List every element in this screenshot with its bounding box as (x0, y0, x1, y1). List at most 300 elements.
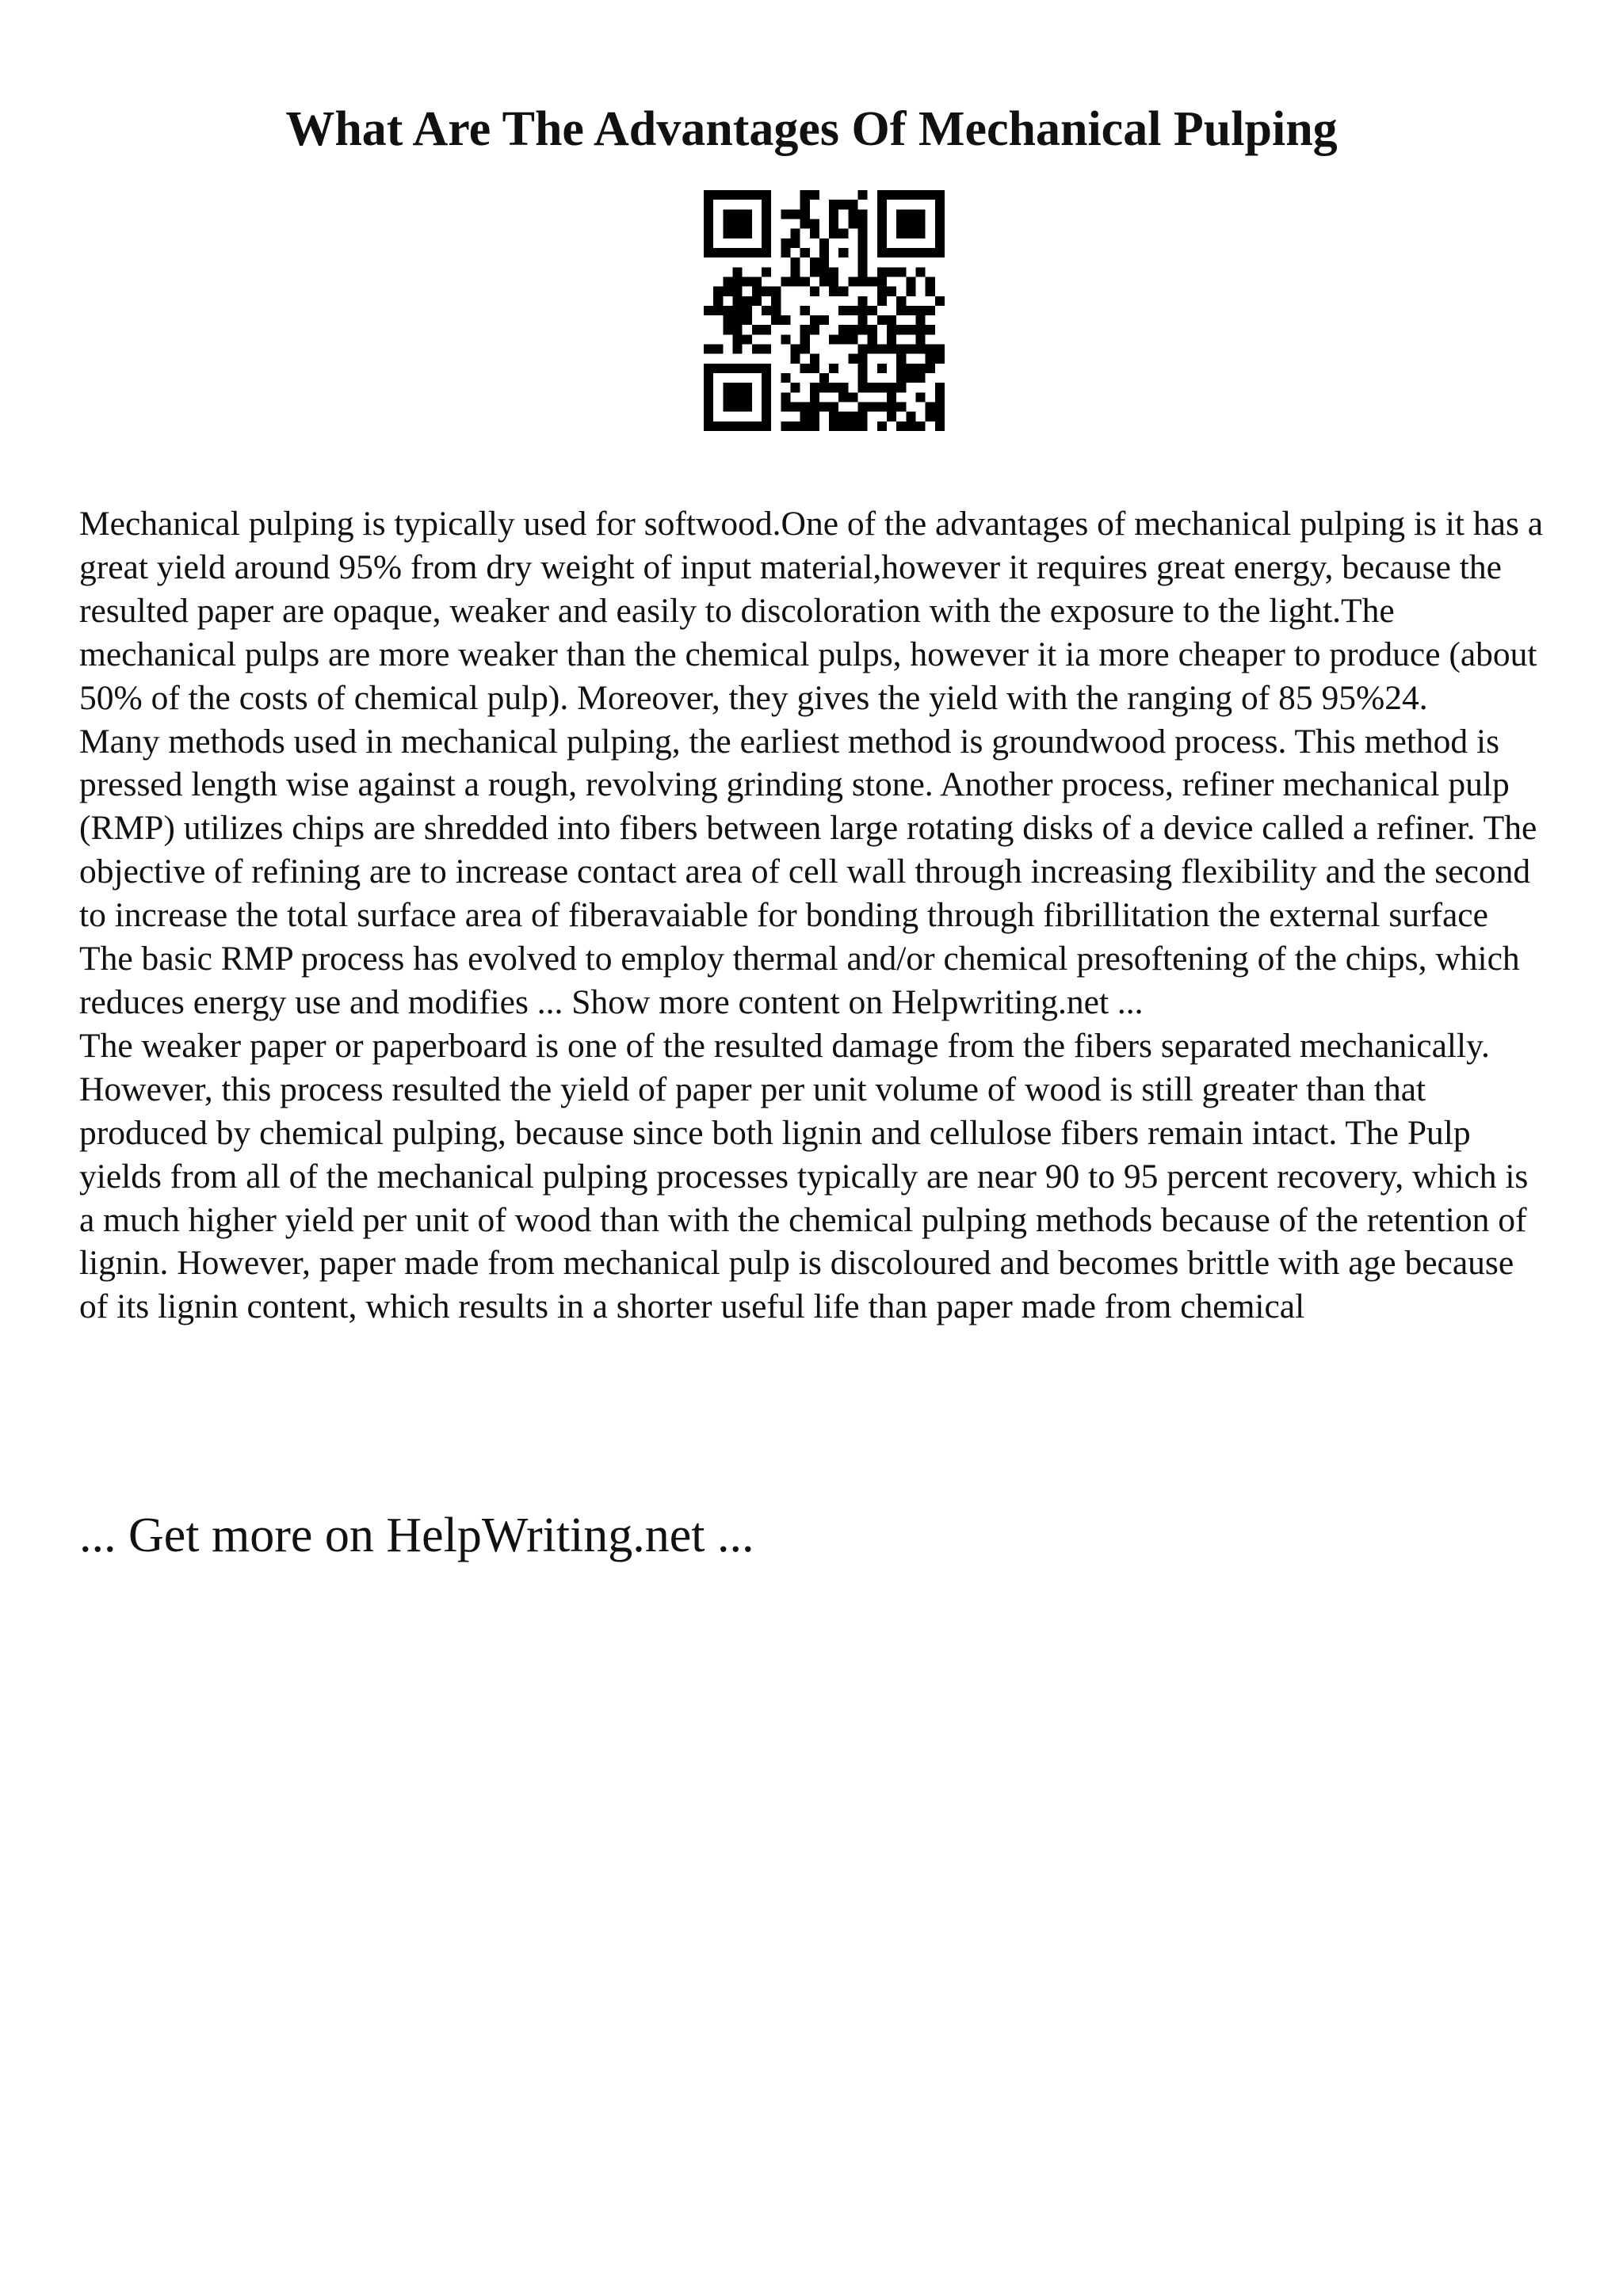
qr-module (829, 267, 838, 277)
qr-module (762, 267, 771, 277)
qr-module (916, 229, 926, 238)
qr-module (926, 325, 935, 334)
qr-module (762, 200, 771, 209)
qr-module (732, 364, 742, 373)
qr-module (848, 421, 857, 431)
qr-module (935, 190, 945, 200)
qr-module (887, 325, 896, 334)
qr-module (896, 306, 906, 315)
qr-module (723, 277, 732, 286)
qr-module (800, 364, 810, 373)
qr-module (858, 325, 868, 334)
qr-module (713, 306, 723, 315)
qr-module (916, 334, 926, 344)
qr-module (896, 373, 906, 383)
qr-module (800, 345, 810, 354)
qr-module (723, 287, 732, 296)
qr-module (829, 219, 838, 228)
qr-module (762, 248, 771, 257)
qr-module (848, 306, 857, 315)
qr-module (704, 412, 713, 421)
qr-module (723, 421, 732, 431)
paragraph: Mechanical pulping is typically used for softwood.One of the advantages of mechanical pulping is it has a great yield around 95% from dry weight of input material,however it requires great energy, because the resulted paper are opaque, weaker and easily to discoloration with the exposure to the light.The mechanical pulps are more weaker than the chemical pulps, however it ia more cheaper to produce (about 50% of the costs of chemical pulp). Moreover, they gives the yield with the ranging of 85 95%24. (79, 505, 1544, 717)
qr-module (743, 421, 752, 431)
qr-module (916, 219, 926, 228)
qr-module (896, 248, 906, 257)
qr-module (848, 334, 857, 344)
qr-module (916, 190, 926, 200)
qr-module (743, 402, 752, 412)
qr-module (858, 257, 868, 267)
qr-module (732, 296, 742, 306)
qr-module (723, 392, 732, 402)
qr-module (790, 383, 800, 392)
qr-module (800, 421, 810, 431)
qr-module (906, 248, 915, 257)
qr-module (800, 306, 810, 315)
qr-module (935, 209, 945, 219)
qr-module (838, 287, 848, 296)
qr-module (896, 209, 906, 219)
qr-module (906, 412, 915, 421)
qr-module (877, 421, 887, 431)
qr-module (848, 325, 857, 334)
qr-module (858, 354, 868, 364)
qr-module (752, 421, 762, 431)
qr-module (848, 200, 857, 209)
qr-module (790, 257, 800, 267)
qr-module (819, 277, 829, 286)
qr-module (838, 229, 848, 238)
qr-module (800, 277, 810, 286)
qr-module (906, 345, 915, 354)
qr-module (926, 190, 935, 200)
qr-module (732, 325, 742, 334)
qr-module (838, 334, 848, 344)
qr-module (752, 248, 762, 257)
qr-module (781, 392, 790, 402)
qr-module (848, 392, 857, 402)
qr-module (829, 200, 838, 209)
qr-module (704, 364, 713, 373)
qr-module (935, 229, 945, 238)
qr-module (829, 402, 838, 412)
qr-module (790, 354, 800, 364)
qr-module (819, 238, 829, 248)
qr-module (704, 421, 713, 431)
qr-module (858, 209, 868, 219)
qr-module (743, 229, 752, 238)
qr-module (887, 315, 896, 325)
qr-module (916, 306, 926, 315)
qr-module (935, 392, 945, 402)
qr-module (732, 277, 742, 286)
qr-module (704, 238, 713, 248)
qr-module (819, 248, 829, 257)
qr-module (877, 315, 887, 325)
qr-module (732, 267, 742, 277)
qr-module (743, 277, 752, 286)
qr-module (935, 219, 945, 228)
qr-module (916, 373, 926, 383)
qr-module (906, 209, 915, 219)
qr-module (819, 373, 829, 383)
qr-module (781, 277, 790, 286)
qr-module (916, 345, 926, 354)
qr-module (877, 200, 887, 209)
qr-module (800, 412, 810, 421)
qr-module (790, 229, 800, 238)
qr-module (762, 325, 771, 334)
qr-module (819, 257, 829, 267)
qr-module (829, 334, 838, 344)
qr-module (723, 209, 732, 219)
qr-module (916, 421, 926, 431)
qr-module (916, 209, 926, 219)
qr-module (790, 421, 800, 431)
qr-module (732, 421, 742, 431)
qr-module (926, 402, 935, 412)
qr-module (723, 219, 732, 228)
qr-module (771, 306, 781, 315)
qr-module (896, 354, 906, 364)
qr-module (743, 383, 752, 392)
qr-module (887, 334, 896, 344)
paragraph: The weaker paper or paperboard is one of the resulted damage from the fibers separated mechanically. However, this process resulted the yield of paper per unit volume of wood is still greater than that produced by chemical pulping, because since both lignin and cellulose fibers remain intact. The Pulp yields from all of the mechanical pulping processes typically are near 90 to 95 percent recovery, which is a much higher yield per unit of wood than with the chemical pulping methods because of the retention of lignin. However, paper made from mechanical pulp is discoloured and becomes brittle with age because of its lignin content, which results in a shorter useful life than paper made from chemical (79, 1026, 1529, 1326)
qr-module (906, 325, 915, 334)
qr-module (935, 412, 945, 421)
qr-module (781, 421, 790, 431)
qr-module (896, 296, 906, 306)
qr-module (935, 200, 945, 209)
qr-module (877, 190, 887, 200)
qr-module (858, 229, 868, 238)
qr-module (713, 248, 723, 257)
qr-module (743, 209, 752, 219)
qr-module (781, 238, 790, 248)
qr-module (896, 345, 906, 354)
qr-module (810, 421, 819, 431)
qr-module (771, 296, 781, 306)
qr-module (762, 190, 771, 200)
qr-module (810, 392, 819, 402)
qr-module (848, 354, 857, 364)
qr-module (916, 248, 926, 257)
qr-module (858, 373, 868, 383)
qr-module (829, 383, 838, 392)
qr-module (887, 392, 896, 402)
qr-module (713, 345, 723, 354)
qr-module (906, 306, 915, 315)
qr-module (781, 373, 790, 383)
qr-module (713, 287, 723, 296)
qr-module (868, 334, 877, 344)
qr-module (838, 200, 848, 209)
qr-module (732, 334, 742, 344)
qr-module (781, 248, 790, 257)
qr-module (906, 219, 915, 228)
qr-module (829, 209, 838, 219)
qr-module (829, 364, 838, 373)
qr-module (800, 325, 810, 334)
qr-module (858, 219, 868, 228)
qr-module (926, 354, 935, 364)
paragraph: Many methods used in mechanical pulping, the earliest method is groundwood process. This method is pressed length wise against a rough, revolving grinding stone. Another process, refiner mechanical pulp (RMP) utilizes chips are shredded into fibers between large rotating disks of a device called a refiner. The objective of refining are to increase contact area of cell wall through increasing flexibility and the second to increase the total surface area of fiberavaiable for bonding through fibrillitation the external surface (79, 722, 1537, 935)
qr-module (713, 296, 723, 306)
qr-module (906, 277, 915, 286)
qr-module (829, 229, 838, 238)
qr-module (819, 267, 829, 277)
qr-module (743, 364, 752, 373)
qr-module (906, 287, 915, 296)
qr-module (810, 219, 819, 228)
qr-module (810, 287, 819, 296)
qr-module (868, 325, 877, 334)
qr-module (810, 354, 819, 364)
qr-module (858, 190, 868, 200)
qr-module (896, 219, 906, 228)
qr-module (732, 402, 742, 412)
qr-module (810, 412, 819, 421)
qr-module (790, 402, 800, 412)
qr-module (704, 229, 713, 238)
qr-module (838, 306, 848, 315)
qr-module (877, 219, 887, 228)
qr-module (877, 209, 887, 219)
qr-module (743, 219, 752, 228)
qr-module (935, 421, 945, 431)
qr-module (848, 277, 857, 286)
qr-module (752, 325, 762, 334)
qr-module (838, 325, 848, 334)
qr-module (743, 306, 752, 315)
qr-module (877, 383, 887, 392)
qr-module (868, 306, 877, 315)
qr-module (926, 277, 935, 286)
qr-module (732, 219, 742, 228)
qr-module (743, 315, 752, 325)
qr-module (858, 315, 868, 325)
qr-module (916, 364, 926, 373)
qr-module (704, 392, 713, 402)
qr-module (810, 190, 819, 200)
qr-module (723, 190, 732, 200)
qr-module (800, 248, 810, 257)
qr-module (887, 412, 896, 421)
qr-module (868, 383, 877, 392)
qr-module (762, 345, 771, 354)
qr-module (916, 392, 926, 402)
qr-module (762, 229, 771, 238)
paragraph: The basic RMP process has evolved to employ thermal and/or chemical presoftening of the chips, which reduces energy use and modifies ... Show more content on Helpwriting.net ... (79, 940, 1520, 1021)
qr-module (704, 190, 713, 200)
qr-module (838, 392, 848, 402)
qr-module (723, 306, 732, 315)
qr-module (810, 315, 819, 325)
qr-module (810, 383, 819, 392)
qr-module (906, 190, 915, 200)
qr-module (906, 229, 915, 238)
qr-module (732, 315, 742, 325)
qr-module (887, 190, 896, 200)
qr-module (926, 306, 935, 315)
qr-module (810, 229, 819, 238)
qr-module (732, 248, 742, 257)
qr-module (723, 325, 732, 334)
qr-module (781, 209, 790, 219)
qr-module (916, 267, 926, 277)
qr-module (916, 315, 926, 325)
qr-module (743, 334, 752, 344)
qr-module (704, 345, 713, 354)
qr-module (723, 383, 732, 392)
qr-module (868, 402, 877, 412)
qr-module (877, 277, 887, 286)
qr-module (926, 412, 935, 421)
qr-module (743, 190, 752, 200)
get-more-link[interactable]: ... Get more on HelpWriting.net ... (79, 1508, 754, 1562)
qr-module (713, 364, 723, 373)
qr-module (800, 402, 810, 412)
qr-module (790, 267, 800, 277)
qr-module (858, 402, 868, 412)
qr-module (762, 392, 771, 402)
qr-module (723, 364, 732, 373)
qr-module (838, 383, 848, 392)
qr-module (868, 277, 877, 286)
qr-module (800, 190, 810, 200)
qr-module (762, 421, 771, 431)
qr-module (781, 334, 790, 344)
qr-module (829, 287, 838, 296)
qr-module (858, 364, 868, 373)
qr-module (838, 421, 848, 431)
qr-module (887, 402, 896, 412)
qr-module (732, 190, 742, 200)
qr-module (887, 345, 896, 354)
qr-module (858, 421, 868, 431)
qr-module (732, 306, 742, 315)
qr-module (752, 277, 762, 286)
qr-module (906, 364, 915, 373)
qr-module (752, 287, 762, 296)
qr-module (848, 412, 857, 421)
qr-module (877, 364, 887, 373)
qr-module (926, 248, 935, 257)
qr-module (752, 190, 762, 200)
qr-module (935, 402, 945, 412)
qr-module (781, 402, 790, 412)
qr-module (829, 277, 838, 286)
qr-module (752, 364, 762, 373)
page-title: What Are The Advantages Of Mechanical Pulping (285, 102, 1338, 156)
qr-module (829, 421, 838, 431)
qr-module (704, 248, 713, 257)
qr-module (743, 296, 752, 306)
qr-module (800, 334, 810, 344)
qr-module (887, 267, 896, 277)
article-body (79, 502, 1544, 1329)
qr-module (704, 200, 713, 209)
qr-module (790, 345, 800, 354)
qr-module (858, 306, 868, 315)
qr-code-icon[interactable] (704, 190, 945, 431)
qr-module (732, 383, 742, 392)
qr-module (732, 229, 742, 238)
qr-module (704, 219, 713, 228)
qr-module (838, 412, 848, 421)
qr-module (887, 248, 896, 257)
qr-module (713, 421, 723, 431)
qr-module (935, 383, 945, 392)
qr-module (935, 248, 945, 257)
qr-module (906, 421, 915, 431)
qr-module (896, 383, 906, 392)
qr-module (800, 200, 810, 209)
qr-module (858, 248, 868, 257)
qr-module (762, 383, 771, 392)
qr-module (935, 354, 945, 364)
qr-module (926, 345, 935, 354)
qr-module (762, 238, 771, 248)
qr-module (752, 345, 762, 354)
qr-module (896, 364, 906, 373)
qr-module (704, 402, 713, 412)
qr-module (810, 257, 819, 267)
qr-module (877, 267, 887, 277)
qr-module (887, 383, 896, 392)
qr-module (762, 287, 771, 296)
qr-module (723, 248, 732, 257)
qr-module (800, 209, 810, 219)
qr-module (732, 287, 742, 296)
qr-module (790, 209, 800, 219)
qr-module (858, 277, 868, 286)
qr-module (906, 373, 915, 383)
qr-module (810, 267, 819, 277)
qr-module (926, 364, 935, 373)
qr-module (723, 229, 732, 238)
qr-module (704, 373, 713, 383)
qr-module (877, 345, 887, 354)
qr-module (858, 383, 868, 392)
qr-module (723, 315, 732, 325)
qr-module (896, 267, 906, 277)
qr-module (838, 248, 848, 257)
qr-module (781, 315, 790, 325)
qr-module (848, 209, 857, 219)
qr-module (819, 383, 829, 392)
qr-module (723, 402, 732, 412)
qr-module (926, 287, 935, 296)
qr-module (829, 412, 838, 421)
qr-module (810, 402, 819, 412)
qr-module (877, 287, 887, 296)
qr-module (868, 345, 877, 354)
qr-module (858, 238, 868, 248)
qr-module (935, 345, 945, 354)
qr-module (935, 238, 945, 248)
qr-module (877, 238, 887, 248)
qr-module (762, 412, 771, 421)
qr-module (916, 325, 926, 334)
qr-module (704, 383, 713, 392)
qr-module (704, 209, 713, 219)
qr-module (762, 306, 771, 315)
qr-module (762, 402, 771, 412)
qr-module (896, 229, 906, 238)
qr-module (858, 296, 868, 306)
